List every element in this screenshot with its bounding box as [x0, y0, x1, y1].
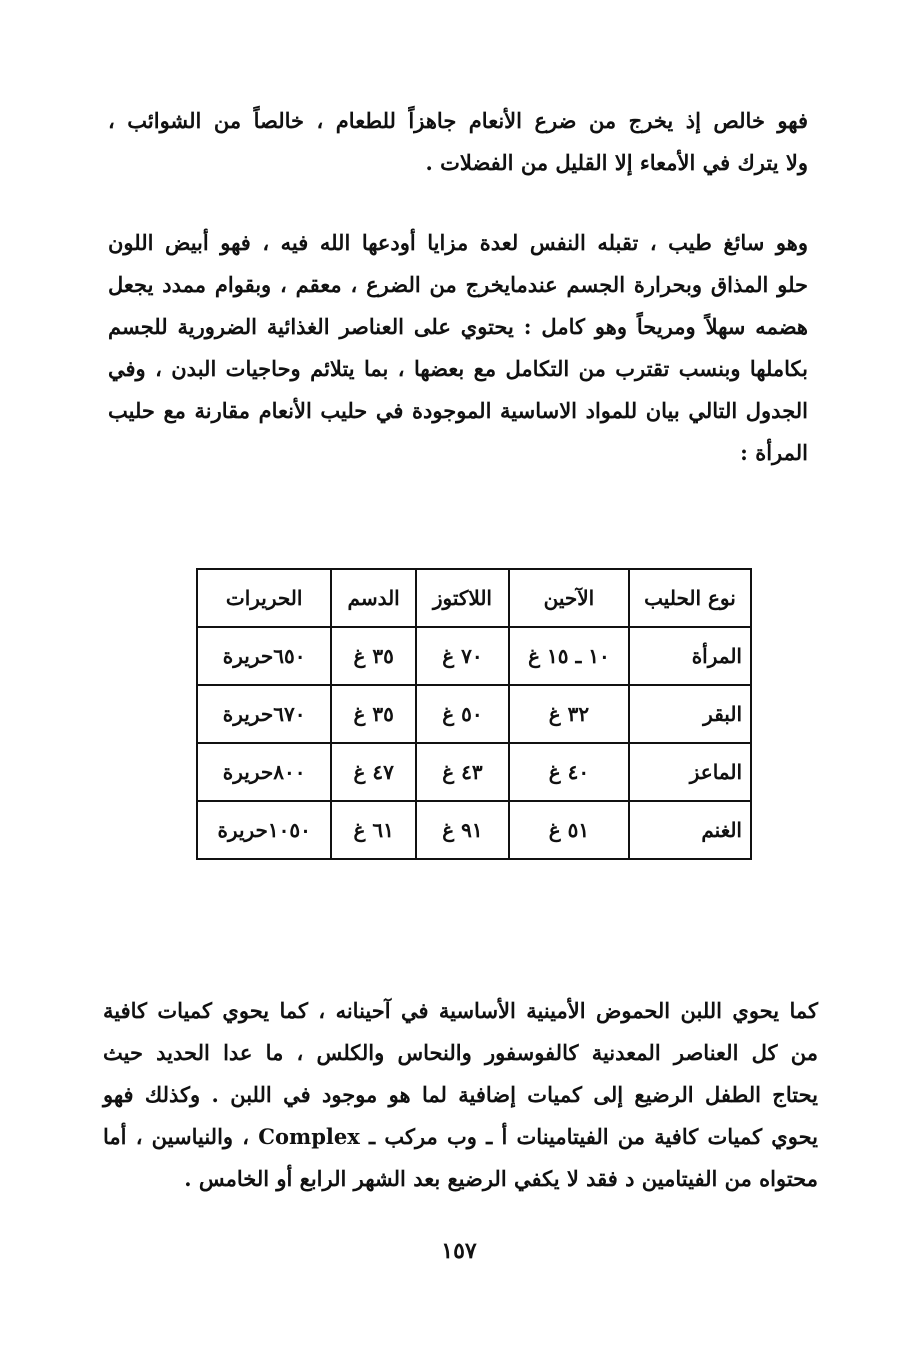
text-line: وهو سائغ طيب ، تقبله النفس لعدة مزايا أودعها الله فيه ، فهو أبيض اللون — [108, 230, 808, 255]
header-lactose: اللاكتوز — [416, 569, 509, 627]
cell-calories: ٨٠٠حريرة — [197, 743, 331, 801]
milk-composition-table-wrapper — [196, 568, 752, 860]
cell-fat: ٣٥ غ — [331, 685, 416, 743]
cell-fat: ٤٧ غ — [331, 743, 416, 801]
table-row — [197, 627, 751, 685]
cell-fat: ٦١ غ — [331, 801, 416, 859]
text-line: ولا يترك في الأمعاء إلا القليل من الفضلات . — [425, 150, 808, 175]
cell-calories: ٦٥٠حريرة — [197, 627, 331, 685]
cell-milk-type: البقر — [629, 685, 751, 743]
cell-milk-type: الغنم — [629, 801, 751, 859]
text-line: حلو المذاق وبحرارة الجسم عندمايخرج من الضرع ، معقم ، وبقوام ممدد يجعل — [108, 272, 808, 297]
cell-milk-type: الماعز — [629, 743, 751, 801]
cell-lactose: ٩١ غ — [416, 801, 509, 859]
table-header-row — [197, 569, 751, 627]
text-line: الجدول التالي بيان للمواد الاساسية الموجودة في حليب الأنعام مقارنة مع حليب — [108, 398, 808, 423]
header-fat: الدسم — [331, 569, 416, 627]
cell-calories: ١٠٥٠حريرة — [197, 801, 331, 859]
text-line: يحوي كميات كافية من الفيتامينات أ ـ وب مركب ـ Complex ، والنياسين ، أما — [103, 1124, 818, 1149]
cell-calories: ٦٧٠حريرة — [197, 685, 331, 743]
paragraph-milk-purity — [108, 100, 808, 184]
paragraph-milk-qualities — [108, 222, 808, 474]
cell-protein: ٤٠ غ — [509, 743, 629, 801]
milk-composition-table — [196, 568, 752, 860]
table-row — [197, 801, 751, 859]
cell-protein: ٣٢ غ — [509, 685, 629, 743]
cell-lactose: ٥٠ غ — [416, 685, 509, 743]
text-line: من كل العناصر المعدنية كالفوسفور والنحاس والكلس ، ما عدا الحديد حيث — [103, 1040, 818, 1065]
cell-protein: ٥١ غ — [509, 801, 629, 859]
table-row — [197, 743, 751, 801]
page-number: ١٥٧ — [441, 1238, 477, 1264]
header-milk-type: نوع الحليب — [629, 569, 751, 627]
table-row — [197, 685, 751, 743]
header-protein: الآحين — [509, 569, 629, 627]
cell-protein: ١٠ ـ ١٥ غ — [509, 627, 629, 685]
text-line: المرأة : — [740, 440, 808, 465]
cell-milk-type: المرأة — [629, 627, 751, 685]
text-line: فهو خالص إذ يخرج من ضرع الأنعام جاهزاً للطعام ، خالصاً من الشوائب ، — [108, 108, 808, 133]
text-line: كما يحوي اللبن الحموض الأمينية الأساسية في آحينانه ، كما يحوي كميات كافية — [103, 998, 818, 1023]
paragraph-milk-nutrients — [103, 990, 818, 1200]
cell-lactose: ٧٠ غ — [416, 627, 509, 685]
text-line: هضمه سهلاً ومريحاً وهو كامل : يحتوي على العناصر الغذائية الضرورية للجسم — [108, 314, 808, 339]
cell-fat: ٣٥ غ — [331, 627, 416, 685]
text-line: بكاملها وبنسب تقترب من التكامل مع بعضها ، بما يتلائم وحاجيات البدن ، وفي — [108, 356, 808, 381]
cell-lactose: ٤٣ غ — [416, 743, 509, 801]
text-line: يحتاج الطفل الرضيع إلى كميات إضافية لما هو موجود في اللبن . وكذلك فهو — [103, 1082, 818, 1107]
header-calories: الحريرات — [197, 569, 331, 627]
text-line: محتواه من الفيتامين د فقد لا يكفي الرضيع بعد الشهر الرابع أو الخامس . — [184, 1166, 818, 1191]
